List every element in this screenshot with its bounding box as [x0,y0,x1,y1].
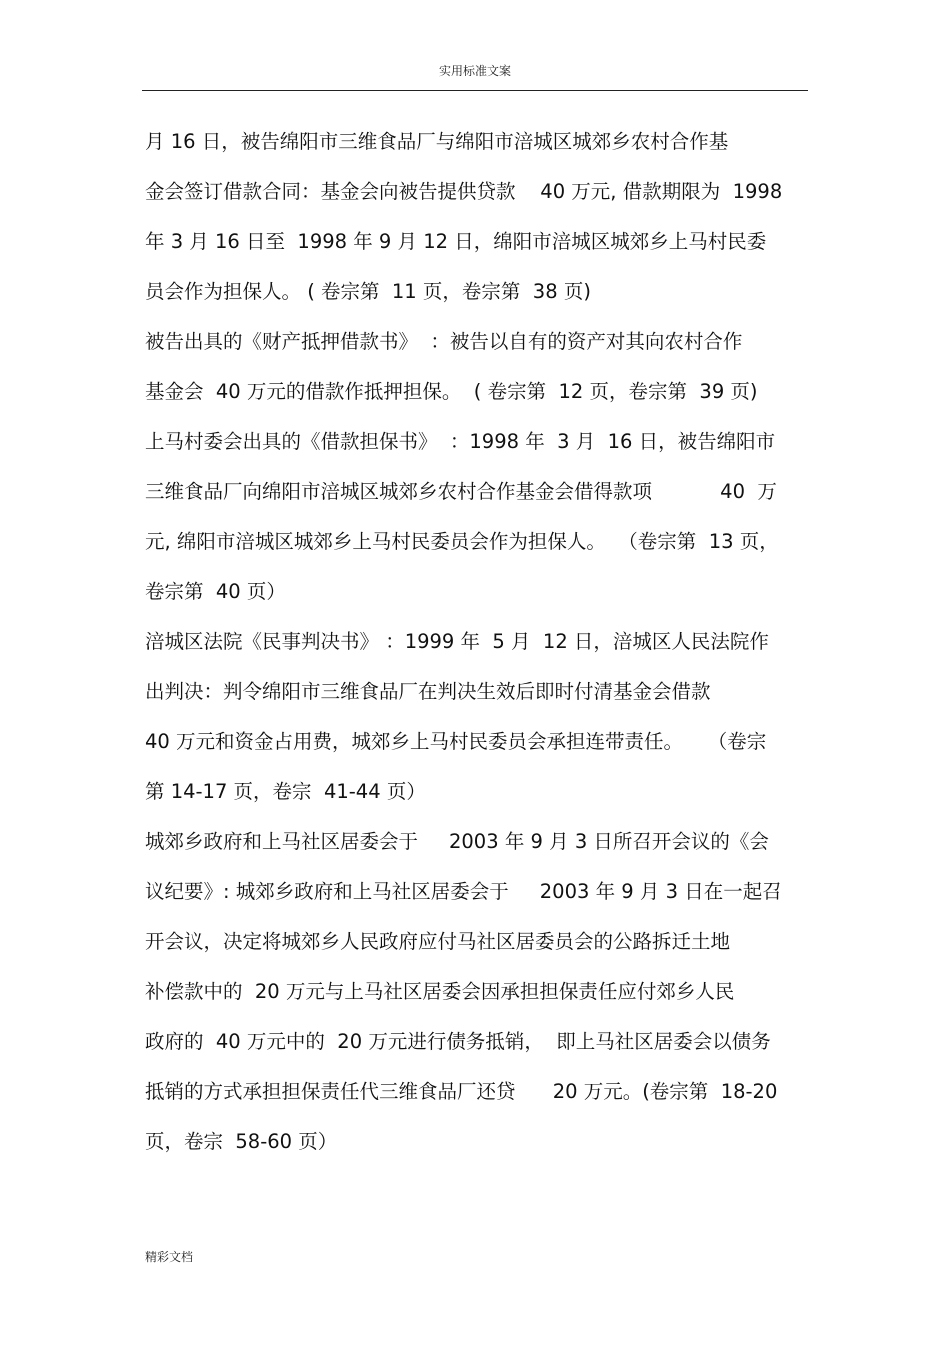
body-line: 涪城区法院《民事判决书》 ：1999 年 5 月 12 日，涪城区人民法院作 [145,630,769,653]
body-line: 年 3 月 16 日至 1998 年 9 月 12 日，绵阳市涪城区城郊乡上马村民委 [145,230,767,253]
body-line: 政府的 40 万元中的 20 万元进行债务抵销， 即上马社区居委会以债务 [145,1030,771,1053]
body-line: 开会议，决定将城郊乡人民政府应付马社区居委员会的公路拆迁土地 [145,930,731,953]
page-footer: 精彩文档 [145,1250,194,1264]
body-line: 卷宗第 40 页） [145,580,286,603]
body-line: 抵销的方式承担担保责任代三维食品厂还贷 20 万元。(卷宗第 18-20 [145,1080,778,1103]
body-line: 月 16 日，被告绵阳市三维食品厂与绵阳市涪城区城郊乡农村合作基 [145,130,729,153]
body-line: 城郊乡政府和上马社区居委会于 2003 年 9 月 3 日所召开会议的《会 [145,830,769,853]
document-body [145,117,825,1167]
body-line: 被告出具的《财产抵押借款书》 ：被告以自有的资产对其向农村合作 [145,330,743,353]
body-line: 第 14-17 页，卷宗 41-44 页） [145,780,426,803]
body-line: 出判决：判令绵阳市三维食品厂在判决生效后即时付清基金会借款 [145,680,711,703]
body-line: 40 万元和资金占用费，城郊乡上马村民委员会承担连带责任。 （卷宗 [145,730,767,753]
body-line: 上马村委会出具的《借款担保书》 ：1998 年 3 月 16 日，被告绵阳市 [145,430,776,453]
body-line: 元, 绵阳市涪城区城郊乡上马村民委员会作为担保人。 （卷宗第 13 页， [145,530,779,553]
body-line: 金会签订借款合同：基金会向被告提供贷款 40 万元, 借款期限为 1998 [145,180,783,203]
page-header: 实用标准文案 [438,64,511,78]
body-line: 三维食品厂向绵阳市涪城区城郊乡农村合作基金会借得款项 40 万 [145,480,777,503]
body-line: 员会作为担保人。 ( 卷宗第 11 页，卷宗第 38 页) [145,280,591,303]
body-line: 议纪要》: 城郊乡政府和上马社区居委会于 2003 年 9 月 3 日在一起召 [145,880,782,903]
body-line: 页，卷宗 58-60 页） [145,1130,338,1153]
body-line: 基金会 40 万元的借款作抵押担保。 ( 卷宗第 12 页，卷宗第 39 页) [145,380,758,403]
header-divider [142,90,808,91]
body-line: 补偿款中的 20 万元与上马社区居委会因承担担保责任应付郊乡人民 [145,980,735,1003]
